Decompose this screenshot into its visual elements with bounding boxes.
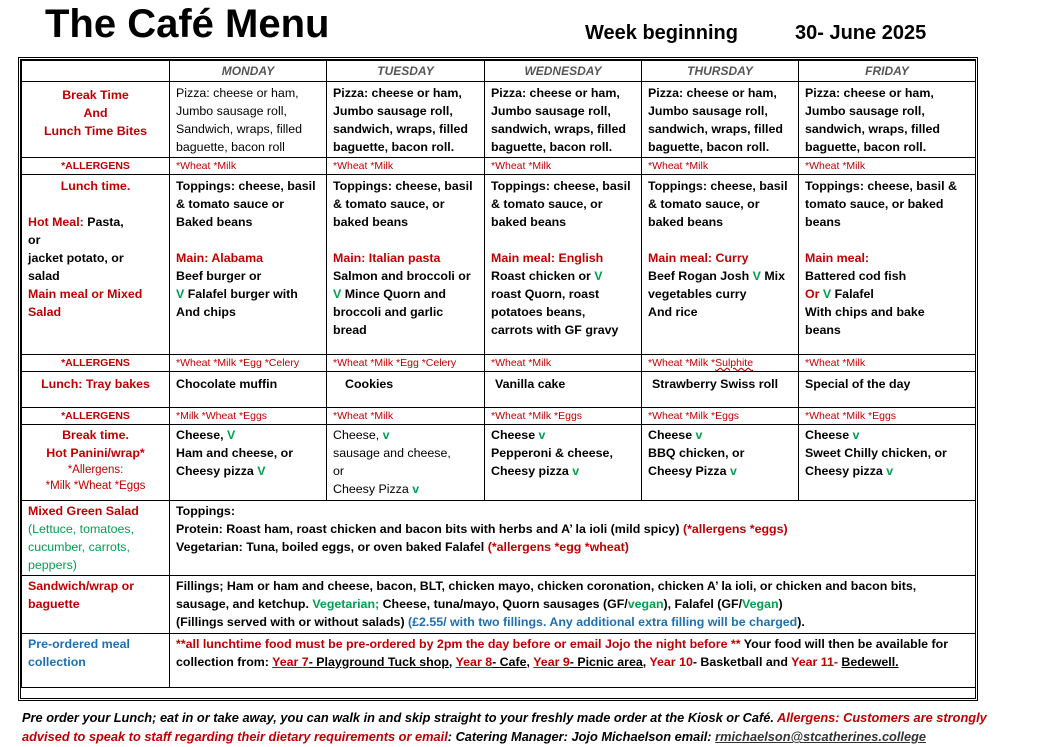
salad-row — [22, 501, 976, 576]
lunch-monday: Toppings: cheese, basil & tomato sauce or Baked beans Main: Alabama Beef burger or V Falafel burger with And chips — [170, 175, 327, 355]
allergens-label: *ALLERGENS — [22, 355, 170, 372]
allergens-monday: *Milk *Wheat *Eggs — [170, 408, 327, 425]
break-time-tuesday: Pizza: cheese or ham, Jumbo sausage roll, sandwich, wraps, filled baguette, bacon roll. — [327, 82, 485, 158]
allergens-wednesday: *Wheat *Milk — [485, 158, 642, 175]
lunch-wednesday: Toppings: cheese, basil & tomato sauce, or baked beans Main meal: English Roast chicken or V roast Quorn, roast potatoes beans, carrots with GF gravy — [485, 175, 642, 355]
preorder-details: **all lunchtime food must be pre-ordered by 2pm the day before or email Jojo the night before ** Your food will then be available for collection from: Year 7- Playground Tuck shop, Year 8- Cafe, Year 9- Picnic area, Year 10- Basketball and Year 11- Bedewell. — [170, 634, 976, 688]
tray-bake-tuesday: Cookies — [327, 372, 485, 408]
allergens-thursday: *Wheat *Milk — [642, 158, 799, 175]
sandwich-row — [22, 576, 976, 634]
allergens-wednesday: *Wheat *Milk — [485, 355, 642, 372]
sandwich-label: Sandwich/wrap or baguette — [22, 576, 170, 634]
allergens-tuesday: *Wheat *Milk — [327, 408, 485, 425]
panini-monday: Cheese, V Ham and cheese, or Cheesy pizza V — [170, 425, 327, 501]
lunch-label: Lunch time. Hot Meal: Pasta, or jacket potato, or salad Main meal or Mixed Salad — [22, 175, 170, 355]
break-allergens-row — [22, 158, 976, 175]
allergens-friday: *Wheat *Milk — [799, 355, 976, 372]
salad-details: Toppings: Protein: Roast ham, roast chicken and bacon bits with herbs and A’ la ioli (mild spicy) (*allergens *eggs) Vegetarian: Tuna, boiled eggs, or oven baked Falafel (*allergens *egg *wheat) — [170, 501, 976, 576]
tray-bake-monday: Chocolate muffin — [170, 372, 327, 408]
panini-label: Break time. Hot Panini/wrap* *Allergens: *Milk *Wheat *Eggs — [22, 425, 170, 501]
tray-bakes-label: Lunch: Tray bakes — [22, 372, 170, 408]
week-date: 30- June 2025 — [795, 22, 927, 44]
allergens-tuesday: *Wheat *Milk — [327, 158, 485, 175]
panini-row — [22, 425, 976, 501]
header-corner — [22, 61, 170, 82]
allergens-thursday: *Wheat *Milk *Eggs — [642, 408, 799, 425]
day-header-friday: FRIDAY — [799, 61, 976, 82]
tray-bake-friday: Special of the day — [799, 372, 976, 408]
tray-bakes-row — [22, 372, 976, 408]
lunch-allergens-row — [22, 355, 976, 372]
day-header-thursday: THURSDAY — [642, 61, 799, 82]
preorder-label: Pre-ordered meal collection — [22, 634, 170, 688]
days-header-row — [22, 61, 976, 82]
menu-title: The Café Menu — [45, 2, 330, 46]
break-time-row — [22, 82, 976, 158]
allergens-monday: *Wheat *Milk *Egg *Celery — [170, 355, 327, 372]
footer-note: Pre order your Lunch; eat in or take away, you can walk in and skip straight to your freshly made order at the Kiosk or Café. Allergens: Customers are strongly advised to speak to staff regarding their dietary requirements or email: Catering Manager: Jojo Michaelson email: rmichaelson@stcatherines.college — [22, 710, 987, 744]
break-time-friday: Pizza: cheese or ham, Jumbo sausage roll, sandwich, wraps, filled baguette, bacon roll. — [799, 82, 976, 158]
tray-bake-wednesday: Vanilla cake — [485, 372, 642, 408]
panini-friday: Cheese v Sweet Chilly chicken, or Cheesy pizza v — [799, 425, 976, 501]
day-header-wednesday: WEDNESDAY — [485, 61, 642, 82]
footer-email-link[interactable]: rmichaelson@stcatherines.college — [715, 729, 927, 744]
allergens-monday: *Wheat *Milk — [170, 158, 327, 175]
allergens-label: *ALLERGENS — [22, 158, 170, 175]
panini-tuesday: Cheese, v sausage and cheese, or Cheesy Pizza v — [327, 425, 485, 501]
panini-wednesday: Cheese v Pepperoni & cheese, Cheesy pizza v — [485, 425, 642, 501]
allergens-label: *ALLERGENS — [22, 408, 170, 425]
day-header-tuesday: TUESDAY — [327, 61, 485, 82]
allergens-friday: *Wheat *Milk — [799, 158, 976, 175]
allergens-tuesday: *Wheat *Milk *Egg *Celery — [327, 355, 485, 372]
allergens-wednesday: *Wheat *Milk *Eggs — [485, 408, 642, 425]
allergens-friday: *Wheat *Milk *Eggs — [799, 408, 976, 425]
lunch-thursday: Toppings: cheese, basil & tomato sauce, or baked beans Main meal: Curry Beef Rogan Josh V Mix vegetables curry And rice — [642, 175, 799, 355]
lunch-row — [22, 175, 976, 355]
break-time-wednesday: Pizza: cheese or ham, Jumbo sausage roll, sandwich, wraps, filled baguette, bacon roll. — [485, 82, 642, 158]
break-time-thursday: Pizza: cheese or ham, Jumbo sausage roll, sandwich, wraps, filled baguette, bacon roll. — [642, 82, 799, 158]
tray-bake-thursday: Strawberry Swiss roll — [642, 372, 799, 408]
salad-label: Mixed Green Salad (Lettuce, tomatoes, cucumber, carrots, peppers) — [22, 501, 170, 576]
lunch-friday: Toppings: cheese, basil & tomato sauce, or baked beans Main meal: Battered cod fish Or V Falafel With chips and bake beans — [799, 175, 976, 355]
sandwich-details: Fillings; Ham or ham and cheese, bacon, BLT, chicken mayo, chicken coronation, chicken A’ la ioli, or chicken and bacon bits, sausage, and ketchup. Vegetarian; Cheese, tuna/mayo, Quorn sausages (GF/vegan), Falafel (GF/Vegan) (Fillings served with or without salads) (£2.55/ with two fillings. Any additional extra filling will be charged). — [170, 576, 976, 634]
lunch-tuesday: Toppings: cheese, basil & tomato sauce, or baked beans Main: Italian pasta Salmon and broccoli or V Mince Quorn and broccoli and garlic bread — [327, 175, 485, 355]
break-time-monday: Pizza: cheese or ham, Jumbo sausage roll, Sandwich, wraps, filled baguette, bacon roll — [170, 82, 327, 158]
break-time-label: Break Time And Lunch Time Bites — [22, 82, 170, 158]
allergens-thursday: *Wheat *Milk *Sulphite — [642, 355, 799, 372]
panini-thursday: Cheese v BBQ chicken, or Cheesy Pizza v — [642, 425, 799, 501]
preorder-row — [22, 634, 976, 688]
day-header-monday: MONDAY — [170, 61, 327, 82]
tray-allergens-row — [22, 408, 976, 425]
menu-table — [21, 60, 976, 688]
week-beginning-label: Week beginning — [585, 22, 738, 44]
